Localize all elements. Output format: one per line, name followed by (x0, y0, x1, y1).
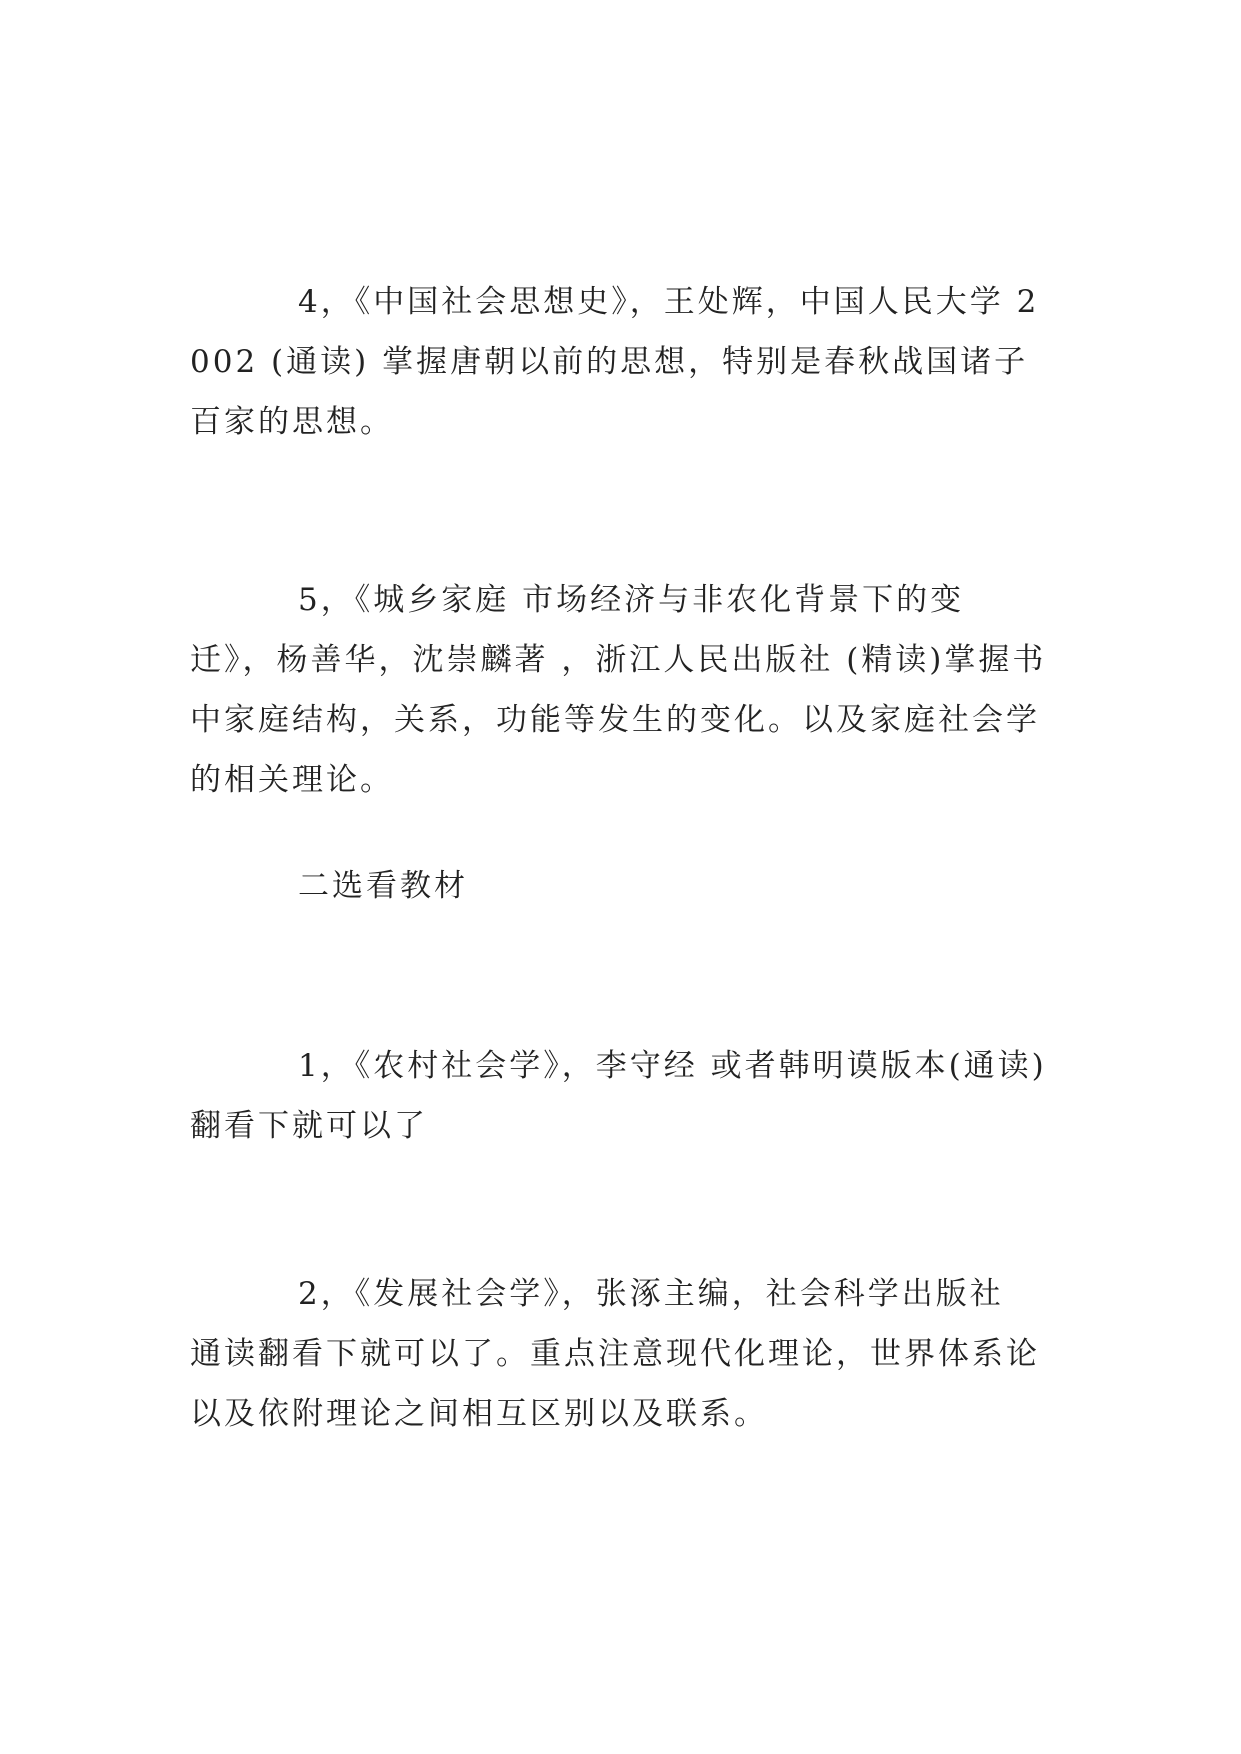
paragraph-optional-book-2: 2，《发展社会学》，张涿主编，社会科学出版社 通读翻看下就可以了。重点注意现代化理论，世界体系论以及依附理论之间相互区别以及联系。 (190, 1276, 1040, 1432)
paragraph-book-4: 4，《中国社会思想史》，王处辉，中国人民大学 2002 (通读) 掌握唐朝以前的思想，特别是春秋战国诸子百家的思想。 (190, 284, 1040, 440)
section-heading-optional-textbooks: 二选看教材 (298, 868, 468, 904)
paragraph-book-5: 5，《城乡家庭 市场经济与非农化背景下的变迁》，杨善华，沈崇麟著 ，浙江人民出版社 (精读)掌握书中家庭结构，关系，功能等发生的变化。以及家庭社会学的相关理论。 (190, 582, 1047, 798)
paragraph-optional-book-1: 1，《农村社会学》，李守经 或者韩明谟版本(通读)翻看下就可以了 (190, 1048, 1047, 1144)
